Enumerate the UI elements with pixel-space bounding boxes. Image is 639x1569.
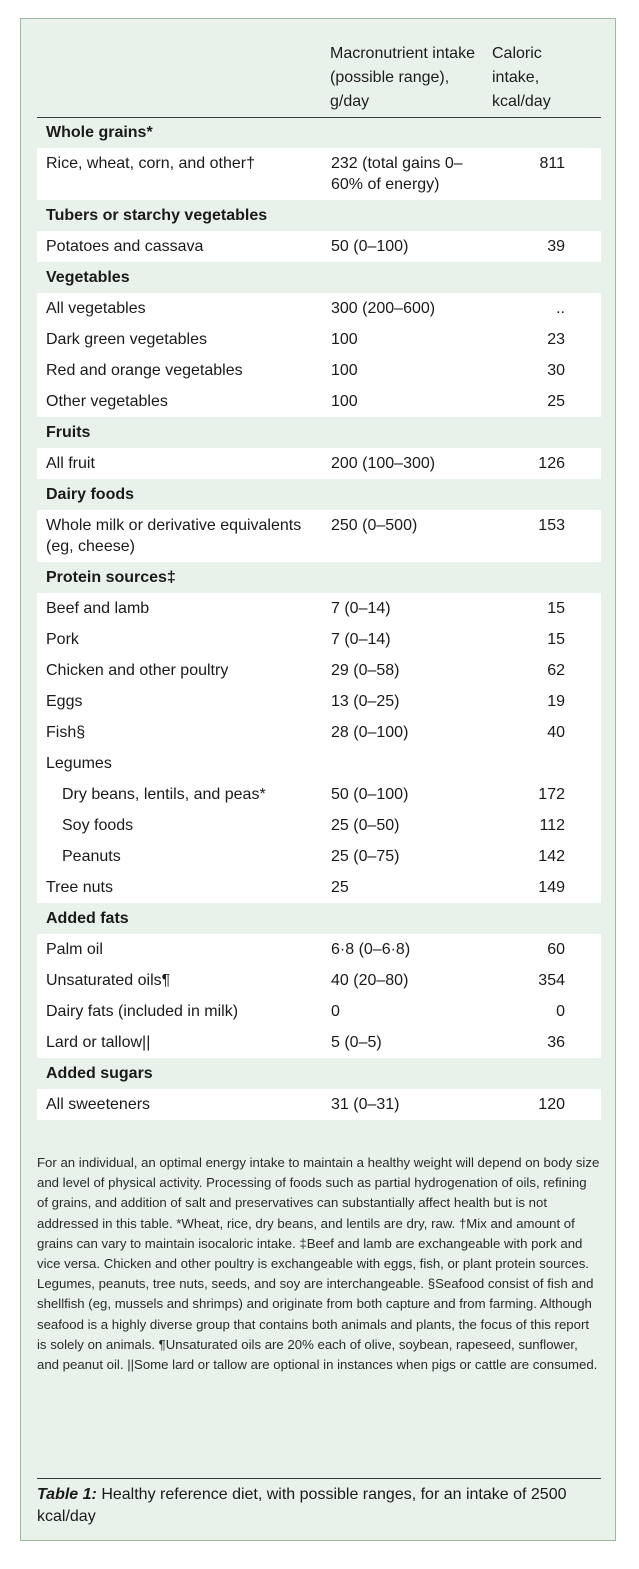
macronutrient-value: 7 (0–14) <box>331 631 391 648</box>
section-row <box>37 1058 601 1089</box>
macronutrient-value: 50 (0–100) <box>331 238 409 255</box>
caloric-value: 23 <box>547 331 565 348</box>
table-caption <box>37 1484 597 1528</box>
section-row <box>37 562 601 593</box>
table-row <box>37 293 601 324</box>
food-name: Potatoes and cassava <box>46 238 204 255</box>
table-header <box>26 22 592 120</box>
macronutrient-value: 232 (total gains 0–60% of energy) <box>331 155 463 193</box>
table-body <box>37 117 601 1120</box>
macronutrient-value: 100 <box>331 362 358 379</box>
table-row <box>37 1027 601 1058</box>
section-title: Whole grains* <box>46 124 153 141</box>
caloric-value: 112 <box>539 817 565 834</box>
caloric-value: 811 <box>539 155 565 172</box>
food-name: Dairy fats (included in milk) <box>46 1003 239 1020</box>
section-title: Tubers or starchy vegetables <box>46 207 268 224</box>
macronutrient-value: 25 (0–50) <box>331 817 400 834</box>
macronutrient-value: 7 (0–14) <box>331 600 391 617</box>
food-name: Palm oil <box>46 941 103 958</box>
macronutrient-value: 0 <box>331 1003 340 1020</box>
caloric-value: 15 <box>547 631 565 648</box>
caloric-value: 126 <box>538 455 565 472</box>
food-name: Red and orange vegetables <box>46 362 243 379</box>
caloric-value: 0 <box>556 1003 565 1020</box>
table-row <box>37 810 601 841</box>
caloric-value: 149 <box>538 879 565 896</box>
food-name: Soy foods <box>62 817 134 834</box>
section-title: Added sugars <box>46 1065 153 1082</box>
section-row <box>37 903 601 934</box>
table-row <box>37 324 601 355</box>
table-row <box>37 448 601 479</box>
macronutrient-value: 6·8 (0–6·8) <box>331 941 411 958</box>
caloric-value: 25 <box>547 393 565 410</box>
macronutrient-value: 300 (200–600) <box>331 300 436 317</box>
food-name: Whole milk or derivative equivalents (eg, cheese) <box>46 517 302 555</box>
caption-label: Table 1: <box>37 1486 97 1503</box>
table-footnote: For an individual, an optimal energy intake to maintain a healthy weight will depend on body size and level of physical activity. Processing of foods such as partial hydrogenation of oils, refining of grains, and addition of salt and preservatives can substantially affect health but is not addressed in this table. *Wheat, rice, dry beans, and lentils are dry, raw. †Mix and amount of grains can vary to maintain isocaloric intake. ‡Beef and lamb are exchangeable with pork and vice versa. Chicken and other poultry is exchangeable with eggs, fish, or plant protein sources. Legumes, peanuts, tree nuts, seeds, and soy are interchangeable. §Seafood consist of fish and shellfish (eg, mussels and shrimps) and originate from both capture and from farming. Although seafood is a highly diverse group that contains both animals and plants, the focus of this report is solely on animals. ¶Unsaturated oils are 20% each of olive, soybean, rapeseed, sunflower, and peanut oil. ||Some lard or tallow are optional in instances when pigs or cattle are consumed. <box>37 1155 600 1373</box>
table-row <box>37 748 601 779</box>
section-row <box>37 117 601 148</box>
food-name: Chicken and other poultry <box>46 662 229 679</box>
header-caloric: Caloric intake, kcal/day <box>492 45 551 110</box>
food-name: Pork <box>46 631 79 648</box>
caloric-value: 39 <box>547 238 565 255</box>
table-row <box>37 231 601 262</box>
caloric-value: 142 <box>538 848 565 865</box>
caloric-value: 36 <box>547 1034 565 1051</box>
macronutrient-value: 31 (0–31) <box>331 1096 400 1113</box>
food-name: Rice, wheat, corn, and other† <box>46 155 256 172</box>
macronutrient-value: 250 (0–500) <box>331 517 418 534</box>
macronutrient-value: 100 <box>331 331 358 348</box>
table-row <box>37 355 601 386</box>
food-name: All sweeteners <box>46 1096 151 1113</box>
food-name: Eggs <box>46 693 83 710</box>
macronutrient-value: 29 (0–58) <box>331 662 400 679</box>
table-row <box>37 510 601 562</box>
food-name: Peanuts <box>62 848 121 865</box>
caloric-value: 60 <box>547 941 565 958</box>
macronutrient-value: 5 (0–5) <box>331 1034 382 1051</box>
caloric-value: 354 <box>538 972 565 989</box>
section-row <box>37 262 601 293</box>
table-row <box>37 717 601 748</box>
table-row <box>37 1089 601 1120</box>
macronutrient-value: 25 (0–75) <box>331 848 400 865</box>
caloric-value: 153 <box>538 517 565 534</box>
food-name: Other vegetables <box>46 393 168 410</box>
section-title: Fruits <box>46 424 91 441</box>
macronutrient-value: 50 (0–100) <box>331 786 409 803</box>
section-title: Dairy foods <box>46 486 135 503</box>
table-row <box>37 841 601 872</box>
macronutrient-value: 40 (20–80) <box>331 972 409 989</box>
caloric-value: 172 <box>538 786 565 803</box>
table-row <box>37 872 601 903</box>
macronutrient-value: 200 (100–300) <box>331 455 436 472</box>
table-row <box>37 386 601 417</box>
food-name: Unsaturated oils¶ <box>46 972 171 989</box>
caption-rule <box>37 1478 601 1479</box>
food-name: Lard or tallow|| <box>46 1034 151 1051</box>
food-name: All vegetables <box>46 300 146 317</box>
table-row <box>37 624 601 655</box>
macronutrient-value: 100 <box>331 393 358 410</box>
table-row <box>37 148 601 200</box>
food-name: Beef and lamb <box>46 600 150 617</box>
food-name: All fruit <box>46 455 95 472</box>
caloric-value: 40 <box>547 724 565 741</box>
table-row <box>37 965 601 996</box>
food-name: Dry beans, lentils, and peas* <box>62 786 266 803</box>
macronutrient-value: 13 (0–25) <box>331 693 400 710</box>
section-row <box>37 417 601 448</box>
table-row <box>37 779 601 810</box>
caloric-value: 120 <box>538 1096 565 1113</box>
section-row <box>37 200 601 231</box>
food-name: Fish§ <box>46 724 86 741</box>
food-name: Legumes <box>46 755 112 772</box>
section-row <box>37 479 601 510</box>
food-name: Tree nuts <box>46 879 113 896</box>
table-row <box>37 655 601 686</box>
caloric-value: 19 <box>547 693 565 710</box>
header-macronutrient: Macronutrient intake (possible range), g/day <box>330 45 475 110</box>
table-row <box>37 593 601 624</box>
caption-text: Healthy reference diet, with possible ranges, for an intake of 2500 kcal/day <box>37 1486 567 1525</box>
macronutrient-value: 28 (0–100) <box>331 724 409 741</box>
macronutrient-value: 25 <box>331 879 349 896</box>
table-row <box>37 996 601 1027</box>
caloric-value: 30 <box>547 362 565 379</box>
caloric-value: .. <box>556 300 565 317</box>
section-title: Added fats <box>46 910 129 927</box>
caloric-value: 15 <box>547 600 565 617</box>
section-title: Protein sources‡ <box>46 569 176 586</box>
section-title: Vegetables <box>46 269 130 286</box>
table-row <box>37 686 601 717</box>
caloric-value: 62 <box>547 662 565 679</box>
food-name: Dark green vegetables <box>46 331 207 348</box>
table-row <box>37 934 601 965</box>
